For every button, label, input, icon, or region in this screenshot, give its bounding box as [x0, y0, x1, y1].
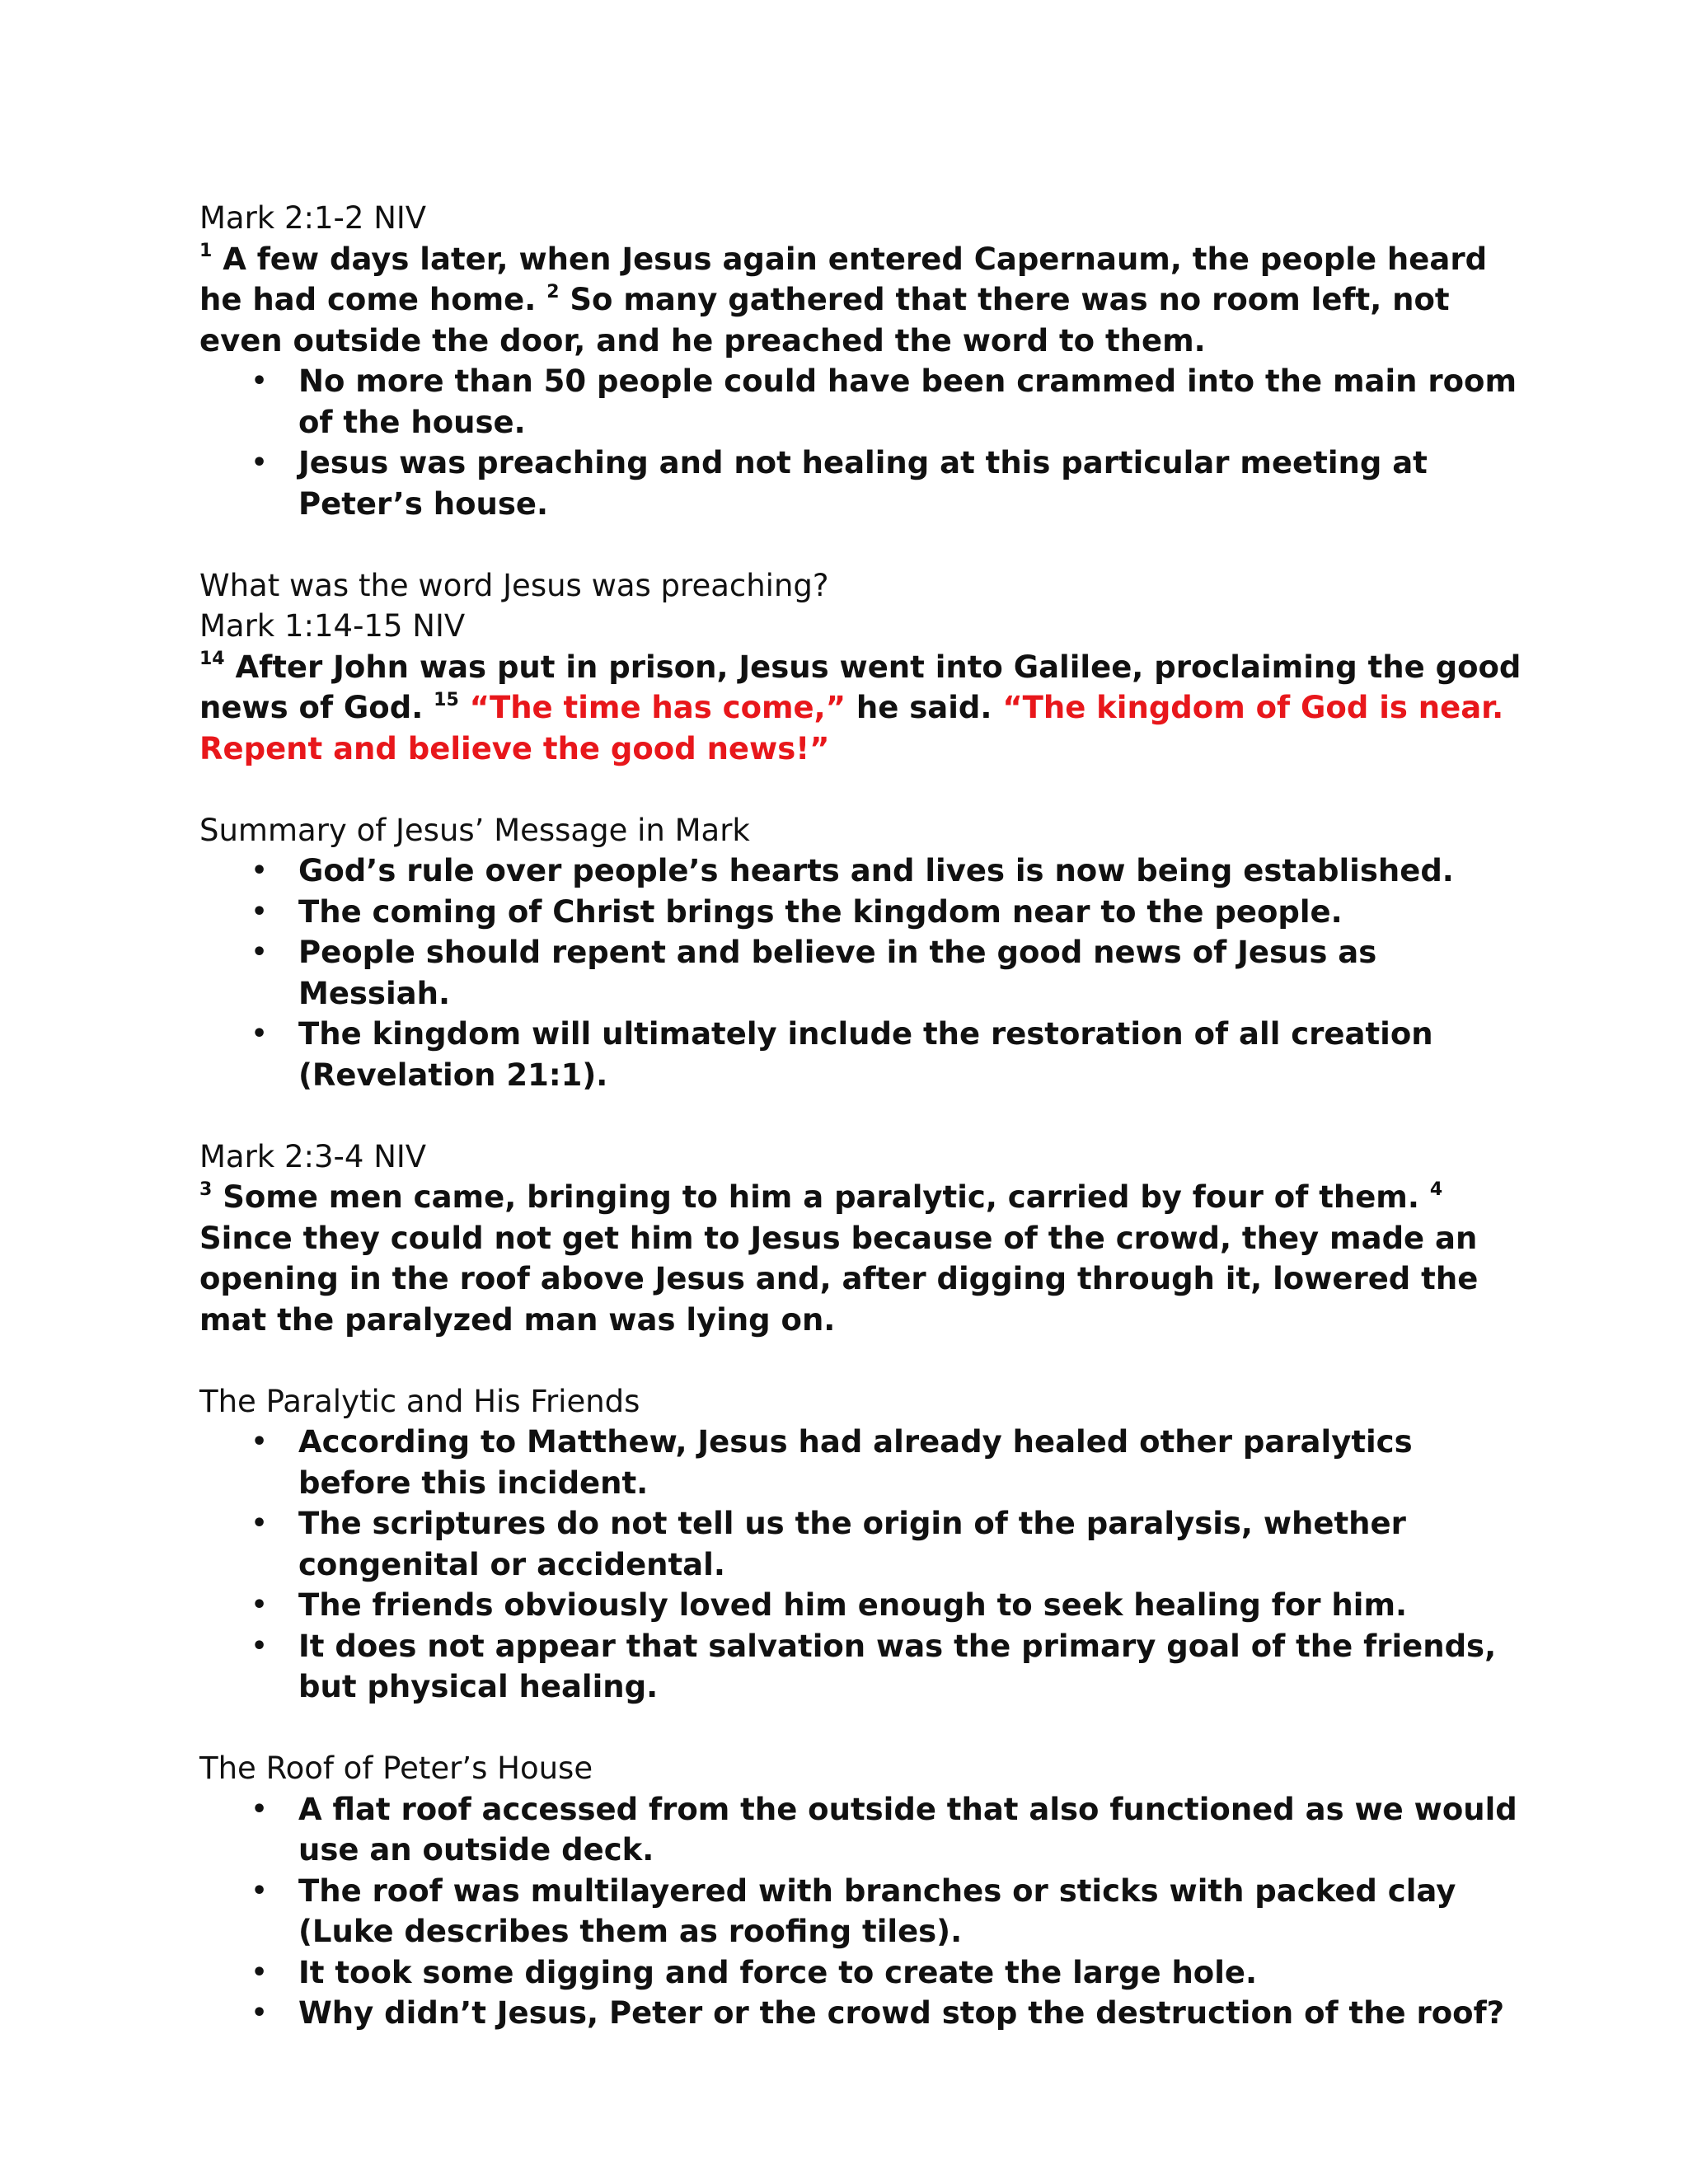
list-item	[199, 1871, 1523, 1952]
bullet-icon: •	[251, 938, 268, 967]
verse-number: 4	[1429, 1179, 1443, 1200]
bullet-list	[199, 1422, 1523, 1708]
section-mark-1-14-15	[199, 565, 1523, 770]
bullet-icon: •	[251, 1591, 268, 1619]
verse-text: So many gathered that there was no room left, not even outside the door, and he preached the word to them.	[199, 282, 1450, 359]
list-item	[199, 1014, 1523, 1095]
verse-number: 1	[199, 241, 213, 262]
list-item	[199, 443, 1523, 524]
section-mark-2-1-2	[199, 198, 1523, 524]
verse-number: 3	[199, 1179, 213, 1200]
section-paralytic-friends	[199, 1381, 1523, 1708]
bullet-list	[199, 361, 1523, 524]
bullet-icon: •	[251, 1427, 268, 1456]
scripture-reference: Mark 1:14-15 NIV	[199, 608, 466, 644]
bullet-icon: •	[251, 897, 268, 926]
list-item-text: According to Matthew, Jesus had already healed other paralytics before this incident.	[298, 1424, 1413, 1501]
list-item-text: It took some digging and force to create the large hole.	[298, 1954, 1258, 1990]
scripture-passage	[199, 1177, 1523, 1340]
section-heading: Summary of Jesus’ Message in Mark	[199, 812, 750, 848]
verse-number: 14	[199, 649, 225, 670]
list-item-text: The kingdom will ultimately include the restoration of all creation (Revelation 21:1).	[298, 1016, 1433, 1093]
list-item	[199, 1503, 1523, 1585]
bullet-list	[199, 1789, 1523, 2034]
list-item-text: The friends obviously loved him enough to seek healing for him.	[298, 1587, 1408, 1623]
list-item	[199, 892, 1523, 933]
bullet-icon: •	[251, 1509, 268, 1538]
bullet-icon: •	[251, 1957, 268, 1987]
verse-number: 15	[434, 689, 459, 710]
list-item-text: Why didn’t Jesus, Peter or the crowd stop the destruction of the roof?	[298, 1995, 1505, 2031]
list-item-text: Jesus was preaching and not healing at this particular meeting at Peter’s house.	[298, 445, 1428, 522]
verse-text: After John was put in prison, Jesus went into Galilee, proclaiming the good news of God.	[199, 649, 1522, 725]
section-heading: The Roof of Peter’s House	[199, 1750, 593, 1786]
list-item-text: People should repent and believe in the good news of Jesus as Messiah.	[298, 935, 1377, 1011]
list-item-text: The roof was multilayered with branches or sticks with packed clay (Luke describes them as roofing tiles).	[298, 1872, 1456, 1949]
list-item	[199, 1422, 1523, 1503]
bullet-icon: •	[251, 367, 268, 396]
verse-text: he said.	[846, 690, 1003, 725]
list-item	[199, 1626, 1523, 1708]
list-item-text: The scriptures do not tell us the origin of the paralysis, whether congenital or accidental.	[298, 1506, 1406, 1582]
scripture-passage	[199, 239, 1523, 362]
verse-text: Since they could not get him to Jesus because of the crowd, they made an opening in the roof above Jesus and, after digging through it, lowered the mat the paralyzed man was lying on.	[199, 1220, 1479, 1338]
bullet-icon: •	[251, 1631, 268, 1661]
list-item-text: It does not appear that salvation was the primary goal of the friends, but physical healing.	[298, 1628, 1497, 1704]
section-roof	[199, 1748, 1523, 2034]
bullet-list	[199, 851, 1523, 1095]
list-item-text: No more than 50 people could have been crammed into the main room of the house.	[298, 363, 1517, 440]
verse-number: 2	[546, 281, 560, 302]
list-item-text: The coming of Christ brings the kingdom near to the people.	[298, 893, 1343, 930]
quote-text: “The kingdom of God is near. Repent and believe the good news!”	[199, 690, 1504, 766]
verse-text: A few days later, when Jesus again entered Capernaum, the people heard he had come home.	[199, 241, 1488, 317]
bullet-icon: •	[251, 1794, 268, 1824]
list-item	[199, 361, 1523, 443]
list-item-text: A flat roof accessed from the outside that also functioned as we would use an outside deck.	[298, 1791, 1517, 1868]
list-item	[199, 851, 1523, 892]
list-item	[199, 932, 1523, 1014]
scripture-reference: Mark 2:1-2 NIV	[199, 200, 427, 236]
list-item	[199, 1952, 1523, 1994]
list-item	[199, 1585, 1523, 1626]
list-item	[199, 1789, 1523, 1871]
question-heading: What was the word Jesus was preaching?	[199, 567, 829, 603]
bullet-icon: •	[251, 448, 268, 477]
scripture-passage	[199, 647, 1523, 770]
section-heading: The Paralytic and His Friends	[199, 1383, 640, 1419]
section-mark-2-3-4	[199, 1137, 1523, 1341]
scripture-reference: Mark 2:3-4 NIV	[199, 1138, 427, 1174]
bullet-icon: •	[251, 1019, 268, 1048]
list-item-text: God’s rule over people’s hearts and lives is now being established.	[298, 853, 1454, 888]
list-item	[199, 1993, 1523, 2034]
bullet-icon: •	[251, 1876, 268, 1905]
section-summary	[199, 810, 1523, 1096]
bullet-icon: •	[251, 1999, 268, 2027]
bullet-icon: •	[251, 856, 268, 885]
verse-text: Some men came, bringing to him a paralytic, carried by four of them.	[212, 1179, 1430, 1215]
quote-text: “The time has come,”	[469, 690, 846, 725]
